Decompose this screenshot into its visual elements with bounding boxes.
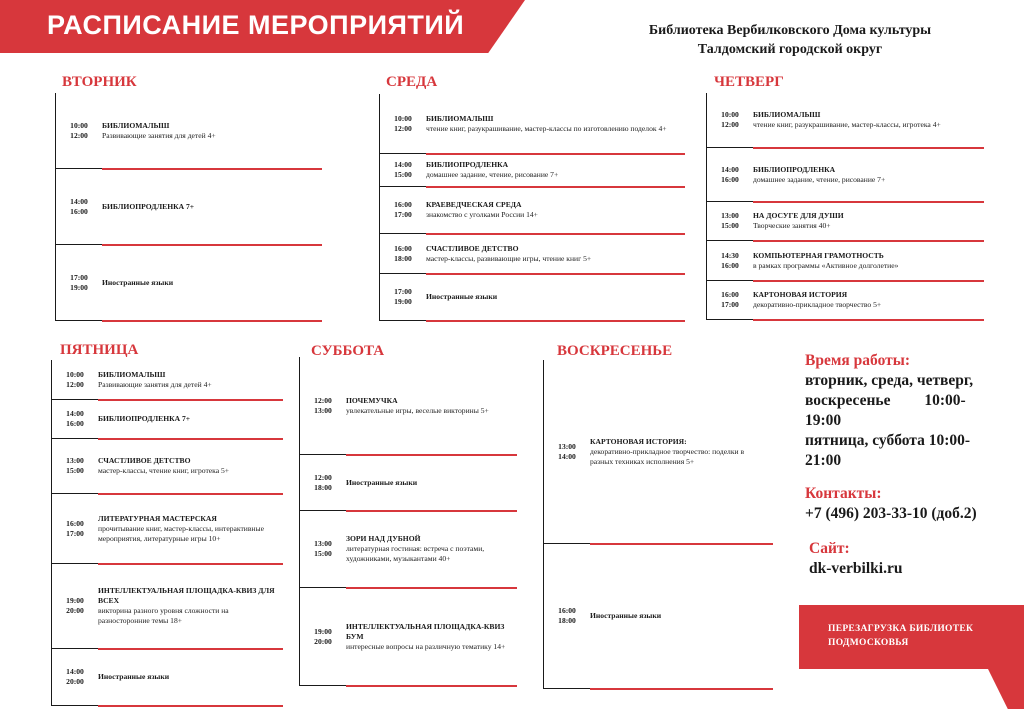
event-description: [426, 160, 685, 180]
event-time: 19:00 20:00: [314, 626, 332, 646]
event-time: 16:00 17:00: [66, 518, 84, 538]
working-hours-line-2: воскресенье 10:00-: [805, 392, 966, 409]
event-details: мастер-классы, чтение книг, игротека 5+: [98, 466, 230, 475]
event-time: 16:00 17:00: [721, 290, 739, 309]
schedule-row: [52, 494, 283, 564]
event-description: [98, 514, 283, 544]
event-title: БИБЛИОМАЛЫШ: [102, 120, 170, 130]
schedule-row: [52, 400, 283, 439]
contacts-label: Контакты:: [805, 485, 882, 502]
event-title: БИБЛИОПРОДЛЕНКА: [426, 160, 509, 169]
event-description: [102, 278, 322, 288]
schedule-row: [300, 357, 517, 455]
event-time: 10:00 12:00: [721, 110, 739, 129]
event-title: ИНТЕЛЛЕКТУАЛЬНАЯ ПЛОЩАДКА-КВИЗ ДЛЯ ВСЕХ: [98, 586, 275, 605]
thursday-schedule: [706, 93, 984, 320]
event-details: викторина разного уровня сложности на разносторонние темы 18+: [98, 606, 229, 625]
event-time: 19:00 20:00: [66, 596, 84, 615]
event-title: БИБЛИОПРОДЛЕНКА 7+: [102, 201, 195, 211]
day-title-sunday: ВОСКРЕСЕНЬЕ: [557, 343, 673, 359]
event-time: 14:30 16:00: [721, 250, 739, 270]
event-details: в рамках программы «Активное долголетие»: [753, 260, 899, 270]
schedule-row: [52, 360, 283, 400]
event-details: чтение книг, разукрашивание, мастер-классы по изготовлению поделок 4+: [426, 123, 667, 133]
event-time: 13:00 14:00: [558, 441, 576, 461]
event-details: чтение книг, разукрашивание, мастер-классы, игротека 4+: [753, 120, 941, 129]
event-time: 12:00 18:00: [314, 472, 332, 492]
working-hours-line-5: 21:00: [805, 452, 842, 469]
schedule-row: [380, 187, 685, 234]
event-details: Развивающие занятия для детей 4+: [102, 130, 216, 140]
event-time: 10:00 12:00: [394, 113, 412, 133]
event-title: КАРТОНОВАЯ ИСТОРИЯ: [753, 290, 848, 299]
schedule-row: [380, 234, 685, 274]
org-line-2: Талдомский городской округ: [697, 42, 883, 57]
event-details: увлекательные игры, веселые викторины 5+: [346, 405, 489, 415]
event-description: [590, 611, 773, 621]
event-description: [98, 672, 283, 682]
event-time: 16:00 18:00: [558, 606, 576, 625]
schedule-row: [56, 169, 322, 245]
event-title: КРАЕВЕДЧЕСКАЯ СРЕДА: [426, 200, 522, 209]
event-description: [98, 414, 283, 424]
event-title: ПОЧЕМУЧКА: [346, 395, 398, 405]
schedule-row: [707, 241, 984, 281]
working-hours-label: Время работы:: [805, 352, 910, 369]
schedule-row: [52, 649, 283, 706]
working-hours-line-3: 19:00: [805, 412, 842, 429]
event-details: мастер-классы, развивающие игры, чтение книг 5+: [426, 253, 592, 263]
day-title-thursday: ЧЕТВЕРГ: [714, 74, 784, 90]
event-time: 12:00 13:00: [314, 395, 332, 415]
event-time: 14:00 16:00: [66, 409, 84, 428]
event-details: Иностранные языки: [426, 292, 498, 301]
event-time: 17:00 19:00: [394, 287, 412, 306]
event-details: Иностранные языки: [102, 277, 174, 287]
event-details: Иностранные языки: [98, 672, 170, 681]
organization-name: [600, 21, 980, 59]
event-title: БИБЛИОПРОДЛЕНКА 7+: [98, 414, 191, 423]
schedule-row: [707, 202, 984, 241]
contacts: [805, 484, 977, 524]
event-description: [426, 244, 685, 264]
event-description: [753, 211, 984, 231]
website-url: dk-verbilki.ru: [809, 560, 903, 577]
schedule-row: [52, 439, 283, 494]
event-title: КАРТОНОВАЯ ИСТОРИЯ:: [590, 436, 687, 446]
event-description: [426, 114, 685, 134]
day-title-saturday: СУББОТА: [311, 343, 385, 359]
corner-decoration: [988, 669, 1024, 709]
event-title: БИБЛИОМАЛЫШ: [426, 113, 494, 123]
org-line-1: Библиотека Вербилковского Дома культуры: [648, 23, 932, 38]
event-details: литературная гостиная: встреча с поэтами, художниками, музыкантами 40+: [346, 544, 485, 563]
day-title-tuesday: ВТОРНИК: [62, 74, 137, 90]
event-details: Творческие занятия 40+: [753, 221, 831, 230]
working-hours-line-2-wrap: [805, 391, 970, 411]
schedule-row: [56, 245, 322, 321]
event-title: БИБЛИОМАЛЫШ: [753, 110, 821, 119]
event-details: домашнее задание, чтение, рисование 7+: [753, 174, 886, 184]
event-time: 16:00 18:00: [394, 243, 412, 263]
event-description: [753, 165, 984, 185]
footer-line-2: ПОДМОСКОВЬЯ: [828, 638, 909, 648]
event-title: ЛИТЕРАТУРНАЯ МАСТЕРСКАЯ: [98, 513, 217, 523]
wednesday-schedule: [379, 94, 685, 321]
footer-text: [828, 622, 973, 650]
schedule-row: [707, 281, 984, 320]
event-description: [346, 478, 517, 488]
event-time: 14:00 20:00: [66, 667, 84, 686]
event-time: 14:00 15:00: [394, 160, 412, 179]
schedule-row: [544, 360, 773, 544]
schedule-row: [544, 544, 773, 689]
footer-line-1: ПЕРЕЗАГРУЗКА БИБЛИОТЕК: [828, 624, 974, 634]
event-time: 13:00 15:00: [66, 456, 84, 475]
event-details: домашнее задание, чтение, рисование 7+: [426, 170, 559, 179]
event-title: ИНТЕЛЛЕКТУАЛЬНАЯ ПЛОЩАДКА-КВИЗ БУМ: [346, 621, 505, 641]
event-description: [346, 534, 517, 564]
event-title: НА ДОСУГЕ ДЛЯ ДУШИ: [753, 211, 844, 220]
event-description: [98, 586, 283, 626]
event-description: [426, 200, 685, 220]
schedule-row: [707, 93, 984, 148]
schedule-row: [52, 564, 283, 649]
schedule-row: [300, 588, 517, 686]
event-title: СЧАСТЛИВОЕ ДЕТСТВО: [426, 243, 519, 253]
event-time: 10:00 12:00: [70, 120, 88, 140]
event-time: 10:00 12:00: [66, 369, 84, 389]
event-details: декоративно-прикладное творчество 5+: [753, 300, 882, 309]
page-title: РАСПИСАНИЕ МЕРОПРИЯТИЙ: [47, 10, 465, 40]
working-hours: [805, 351, 973, 471]
event-description: [753, 251, 984, 271]
schedule-row: [300, 511, 517, 588]
event-time: 14:00 16:00: [721, 164, 739, 184]
day-title-friday: ПЯТНИЦА: [60, 342, 139, 358]
saturday-schedule: [299, 357, 517, 686]
event-title: БИБЛИОПРОДЛЕНКА: [753, 164, 836, 174]
schedule-row: [300, 455, 517, 511]
event-time: 16:00 17:00: [394, 200, 412, 219]
schedule-row: [380, 274, 685, 321]
event-title: БИБЛИОМАЛЫШ: [98, 369, 166, 379]
event-description: [98, 456, 283, 476]
event-details: знакомство с уголками России 14+: [426, 210, 538, 219]
schedule-row: [380, 94, 685, 154]
event-description: [98, 370, 283, 390]
schedule-row: [56, 93, 322, 169]
event-details: декоративно-прикладное творчество: поделки в разных техниках исполнения 5+: [590, 446, 745, 466]
working-hours-line-4: пятница, суббота 10:00-: [805, 432, 971, 449]
event-time: 13:00 15:00: [314, 539, 332, 558]
event-details: Развивающие занятия для детей 4+: [98, 379, 212, 389]
event-description: [102, 202, 322, 212]
event-description: [102, 121, 322, 141]
event-description: [426, 292, 685, 302]
event-time: 14:00 16:00: [70, 196, 88, 216]
schedule-row: [707, 148, 984, 202]
friday-schedule: [51, 360, 283, 706]
day-title-wednesday: СРЕДА: [386, 74, 438, 90]
tuesday-schedule: [55, 93, 322, 321]
website-label: Сайт:: [809, 540, 850, 557]
phone-number: +7 (496) 203-33-10 (доб.2): [805, 505, 977, 522]
working-hours-line-1: вторник, среда, четверг,: [805, 372, 974, 389]
event-details: Иностранные языки: [590, 611, 662, 620]
event-time: 13:00 15:00: [721, 211, 739, 230]
sunday-schedule: [543, 360, 773, 689]
event-details: прочитывание книг, мастер-классы, интерактивные мероприятия, литературные игры 10+: [98, 523, 264, 543]
event-title: ЗОРИ НАД ДУБНОЙ: [346, 534, 421, 543]
event-description: [346, 622, 517, 652]
website: [809, 539, 902, 579]
event-description: [346, 396, 517, 416]
event-details: Иностранные языки: [346, 477, 418, 487]
event-details: интересные вопросы на различную тематику 14+: [346, 641, 506, 651]
event-title: КОМПЬЮТЕРНАЯ ГРАМОТНОСТЬ: [753, 250, 884, 260]
event-description: [590, 437, 773, 467]
event-description: [753, 110, 984, 130]
event-time: 17:00 19:00: [70, 272, 88, 292]
schedule-row: [380, 154, 685, 187]
event-description: [753, 290, 984, 310]
event-title: СЧАСТЛИВОЕ ДЕТСТВО: [98, 456, 191, 465]
